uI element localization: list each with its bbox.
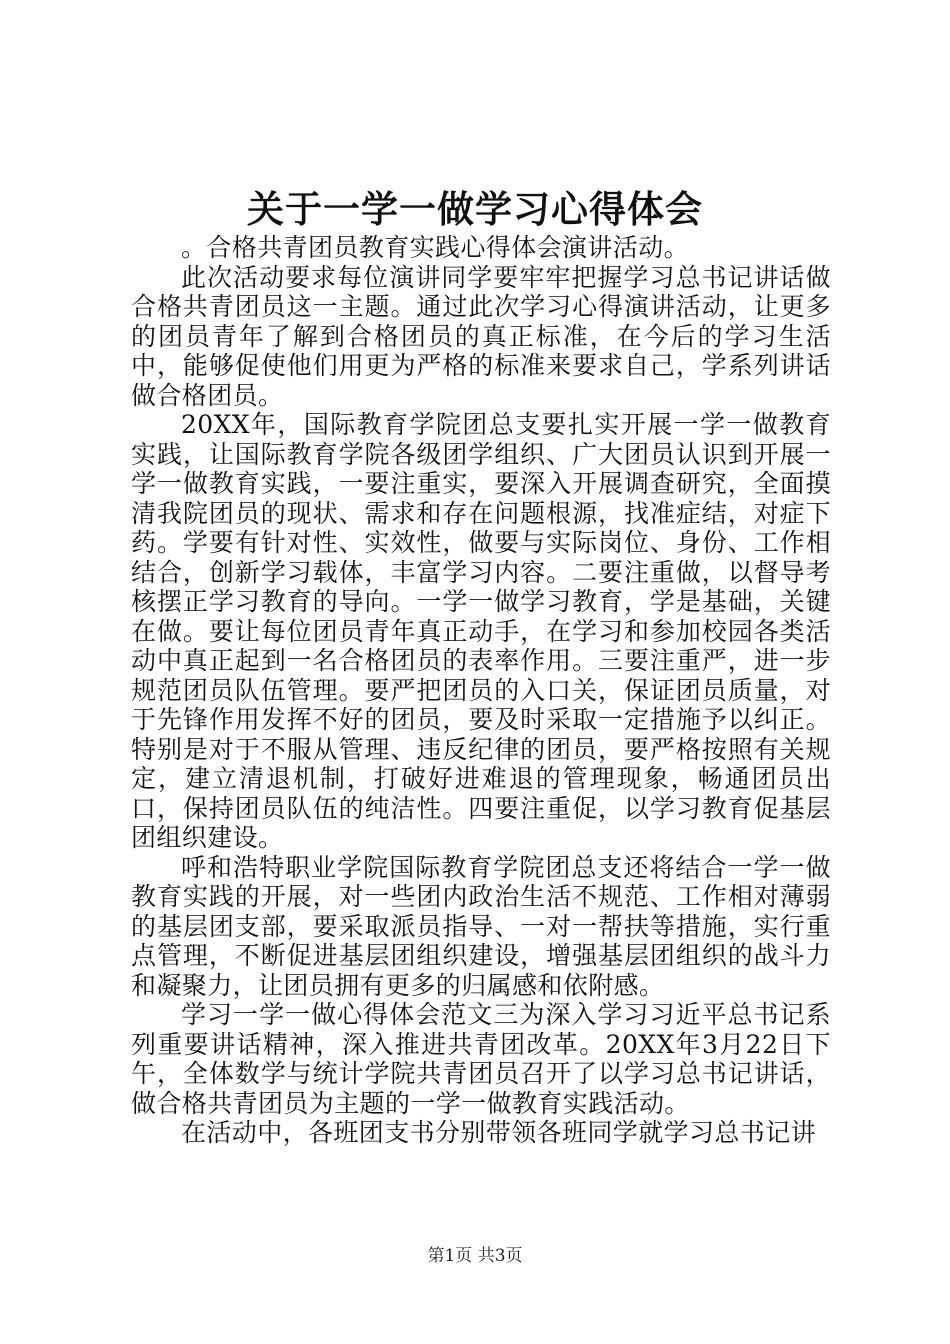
paragraph-5: 学习一学一做心得体会范文三为深入学习习近平总书记系列重要讲话精神，深入推进共青团改革。20XX年3月22日下午，全体数学与统计学院共青团员召开了以学习总书记讲话，做合格共青团员为主题的一学一做教育实践活动。	[131, 1000, 831, 1118]
paragraph-3: 20XX年，国际教育学院团总支要扎实开展一学一做教育实践，让国际教育学院各级团学组织、广大团员认识到开展一学一做教育实践，一要注重实，要深入开展调查研究，全面摸清我院团员的现状、需求和存在问题根源，找准症结，对症下药。学要有针对性、实效性，做要与实际岗位、身份、工作相结合，创新学习载体，丰富学习内容。二要注重做，以督导考核摆正学习教育的导向。一学一做学习教育，学是基础，关键在做。要让每位团员青年真正动手，在学习和参加校园各类活动中真正起到一名合格团员的表率作用。三要注重严，进一步规范团员队伍管理。要严把团员的入口关，保证团员质量，对于先锋作用发挥不好的团员，要及时采取一定措施予以纠正。特别是对于不服从管理、违反纪律的团员，要严格按照有关规定，建立清退机制，打破好进难退的管理现象，畅通团员出口，保持团员队伍的纯洁性。四要注重促，以学习教育促基层团组织建设。	[131, 410, 831, 852]
document-body	[131, 233, 831, 1148]
paragraph-1: 。合格共青团员教育实践心得体会演讲活动。	[181, 233, 690, 262]
page-footer: 第1页 共3页	[427, 1246, 523, 1266]
paragraph-6: 在活动中，各班团支书分别带领各班同学就学习总书记讲	[181, 1118, 817, 1147]
paragraph-2: 此次活动要求每位演讲同学要牢牢把握学习总书记讲话做合格共青团员这一主题。通过此次学习心得演讲活动，让更多的团员青年了解到合格团员的真正标准，在今后的学习生活中，能够促使他们用更为严格的标准来要求自己，学系列讲话做合格团员。	[131, 262, 831, 410]
paragraph-4: 呼和浩特职业学院国际教育学院团总支还将结合一学一做教育实践的开展，对一些团内政治生活不规范、工作相对薄弱的基层团支部，要采取派员指导、一对一帮扶等措施，实行重点管理，不断促进基层团组织建设，增强基层团组织的战斗力和凝聚力，让团员拥有更多的归属感和依附感。	[131, 852, 831, 1000]
document-title: 关于一学一做学习心得体会	[247, 187, 703, 231]
